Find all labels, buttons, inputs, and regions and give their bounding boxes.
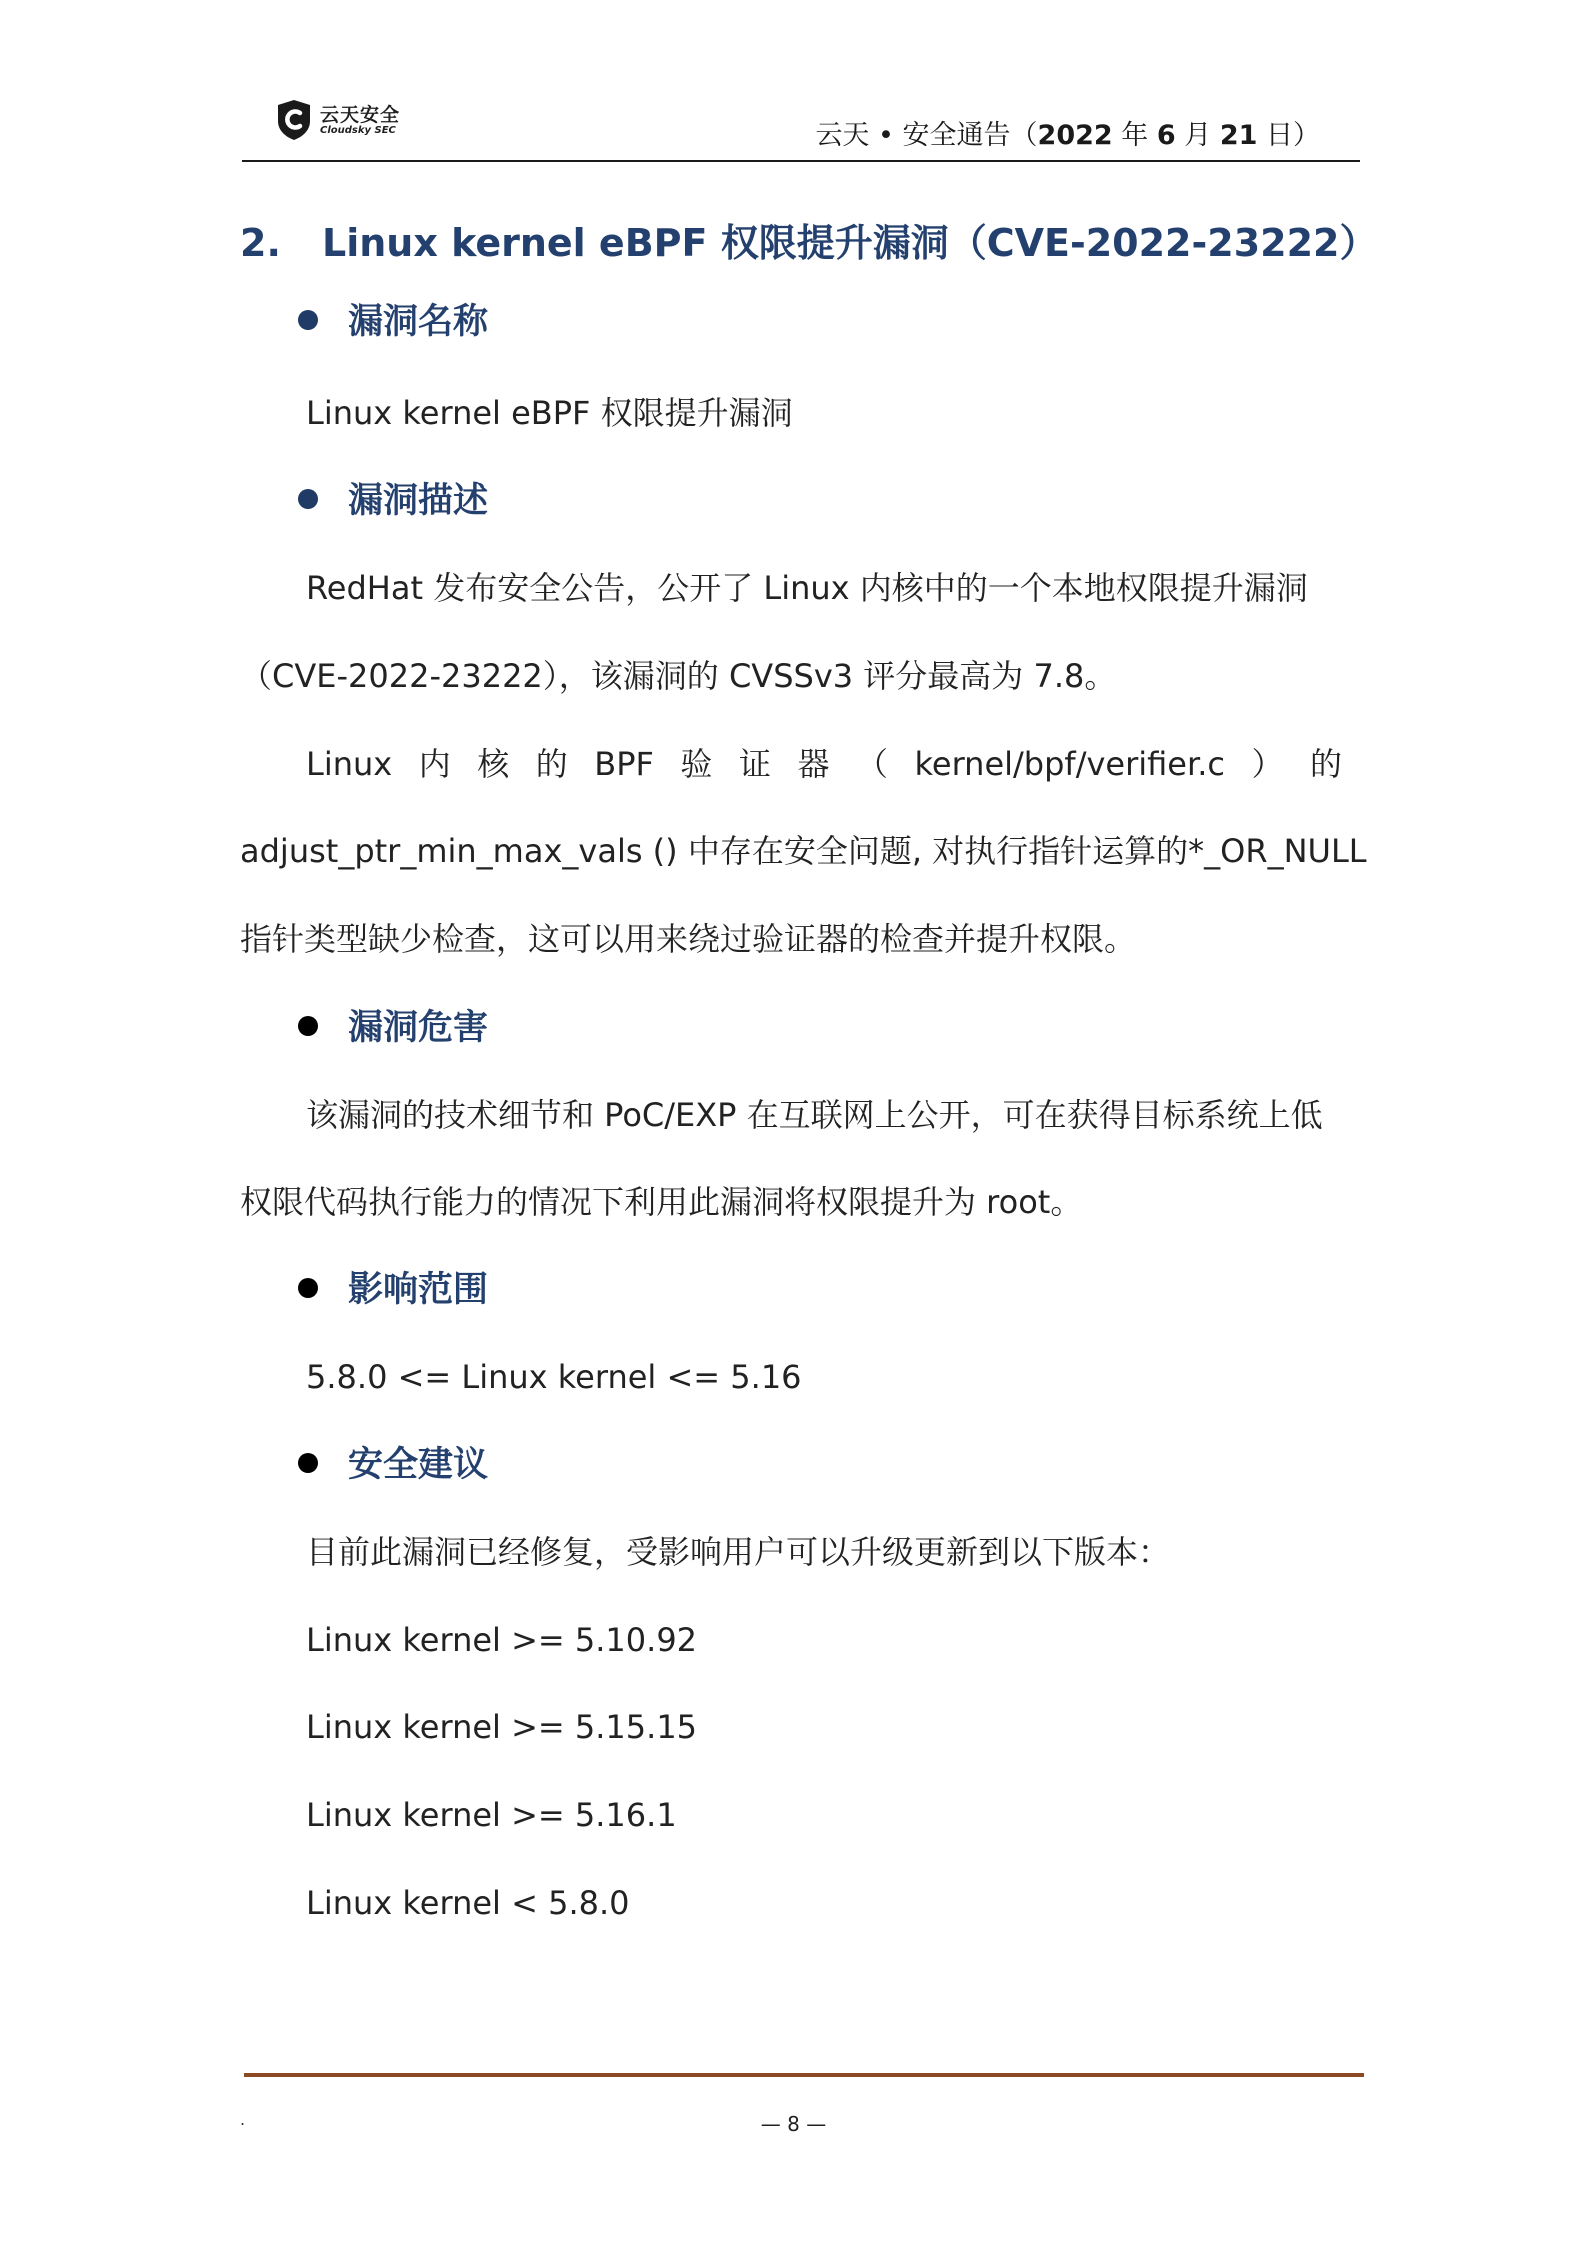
bullet-icon	[298, 1453, 318, 1473]
affected-scope-text: 5.8.0 <= Linux kernel <= 5.16	[306, 1358, 802, 1396]
fixed-version-item: Linux kernel >= 5.15.15	[306, 1708, 698, 1746]
desc-paragraph-2-line-1: Linux 内 核 的 BPF 验 证 器 （ kernel/bpf/verifier.c ） 的	[306, 745, 1342, 783]
fixed-version-item: Linux kernel >= 5.10.92	[306, 1621, 698, 1659]
harm-line-2: 权限代码执行能力的情况下利用此漏洞将权限提升为 root。	[240, 1183, 1083, 1221]
bullet-icon	[298, 489, 318, 509]
desc-paragraph-2-line-2: adjust_ptr_min_max_vals () 中存在安全问题, 对执行指针运算的*_OR_NULL	[240, 832, 1367, 870]
desc-paragraph-1-line-2: （CVE-2022-23222），该漏洞的 CVSSv3 评分最高为 7.8。	[240, 657, 1117, 695]
subheading-security-advice: 安全建议	[298, 1443, 488, 1487]
subheading-affected-scope: 影响范围	[298, 1268, 488, 1312]
page-number: — 8 —	[760, 2112, 827, 2136]
footer-divider	[244, 2073, 1364, 2077]
harm-line-1: 该漏洞的技术细节和 PoC/EXP 在互联网上公开，可在获得目标系统上低	[306, 1096, 1323, 1134]
bullet-icon	[298, 310, 318, 330]
header-title: 云天 • 安全通告（2022 年 6 月 21 日）	[815, 120, 1320, 151]
advice-intro: 目前此漏洞已经修复，受影响用户可以升级更新到以下版本：	[306, 1533, 1171, 1571]
fixed-version-item: Linux kernel < 5.8.0	[306, 1884, 630, 1922]
logo-chinese-text: 云天安全	[320, 104, 401, 126]
page-header	[242, 95, 1360, 163]
vuln-name-text: Linux kernel eBPF 权限提升漏洞	[306, 394, 793, 432]
company-logo	[276, 99, 426, 143]
fixed-version-item: Linux kernel >= 5.16.1	[306, 1796, 677, 1834]
subheading-vuln-name: 漏洞名称	[298, 300, 488, 344]
footer-dot: .	[240, 2110, 246, 2129]
header-divider	[242, 160, 1360, 162]
section-heading: 2. Linux kernel eBPF 权限提升漏洞（CVE-2022-23222）	[240, 221, 1378, 265]
bullet-icon	[298, 1016, 318, 1036]
desc-paragraph-2-line-3: 指针类型缺少检查，这可以用来绕过验证器的检查并提升权限。	[240, 920, 1137, 958]
subheading-vuln-harm: 漏洞危害	[298, 1006, 488, 1050]
desc-paragraph-1-line-1: RedHat 发布安全公告，公开了 Linux 内核中的一个本地权限提升漏洞	[306, 569, 1308, 607]
bullet-icon	[298, 1278, 318, 1298]
shield-logo-icon	[276, 99, 312, 141]
logo-english-text: Cloudsky SEC	[320, 125, 396, 136]
subheading-vuln-desc: 漏洞描述	[298, 479, 488, 523]
